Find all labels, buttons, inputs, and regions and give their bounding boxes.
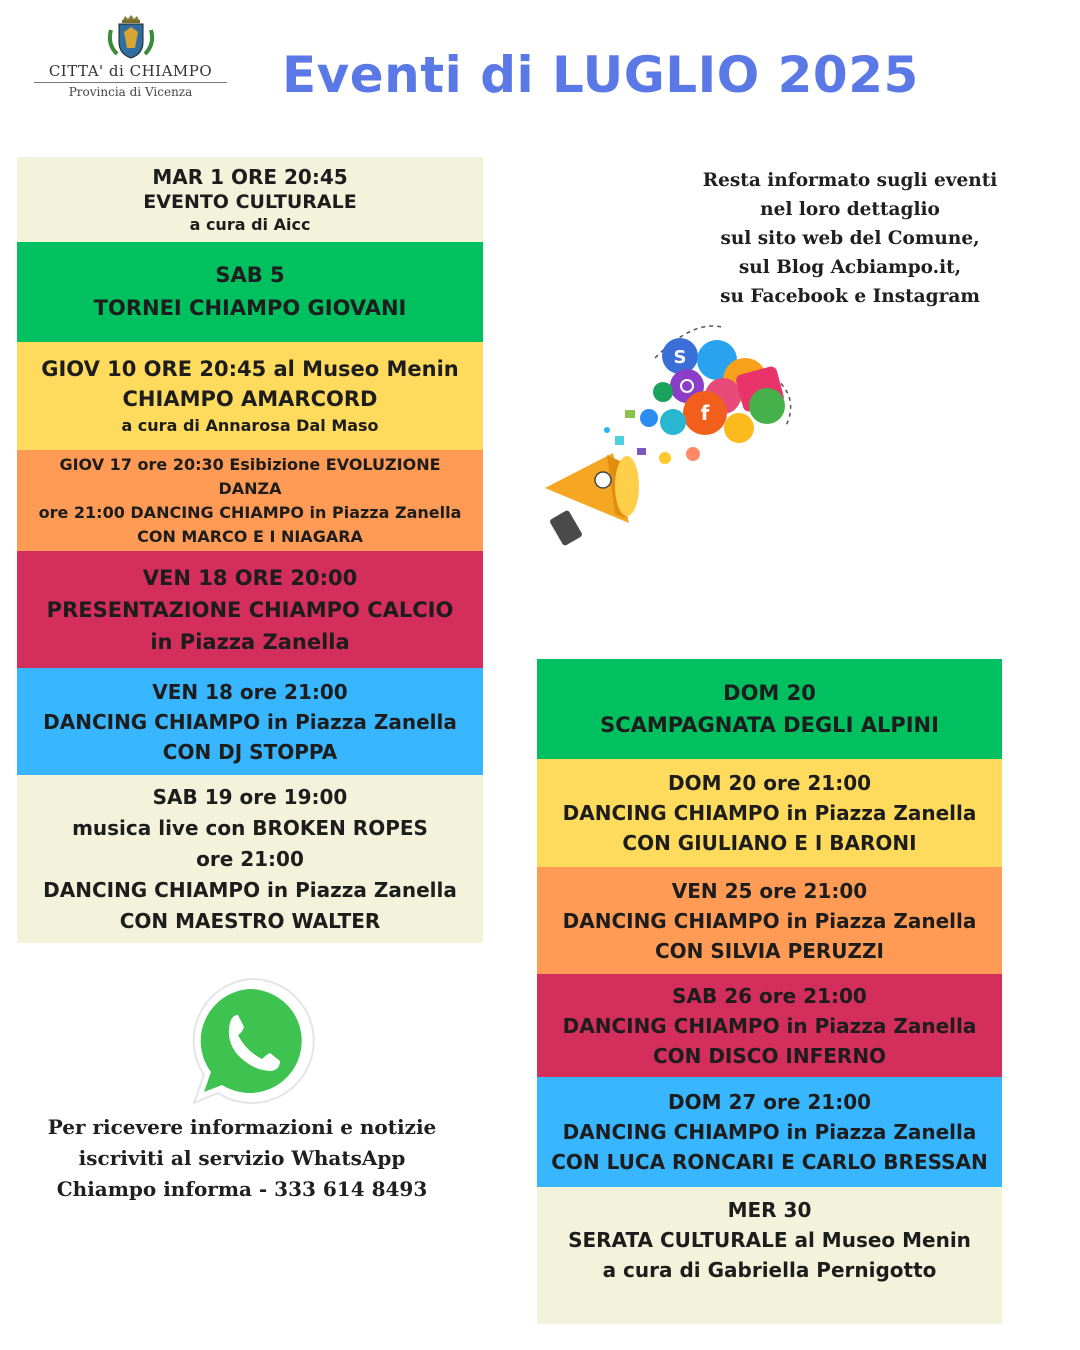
event-time: ore 21:00 <box>196 846 304 871</box>
event-date: DOM 20 ore 21:00 <box>667 771 872 795</box>
whatsapp-line: iscriviti al servizio WhatsApp <box>78 1146 406 1170</box>
event-date: DOM 27 ore 21:00 <box>667 1090 872 1114</box>
event-card <box>537 867 1002 974</box>
event-line: musica live con BROKEN ROPES <box>72 815 428 840</box>
event-organizer: a cura di Gabriella Pernigotto <box>602 1258 937 1282</box>
megaphone-social-icon <box>545 318 805 548</box>
event-date: DOM 20 <box>723 681 816 705</box>
info-line: su Facebook e Instagram <box>720 286 980 307</box>
event-card <box>17 668 483 775</box>
event-line: CON MARCO E I NIAGARA <box>137 526 363 546</box>
event-organizer: a cura di Aicc <box>189 215 311 234</box>
events-column-left <box>17 157 483 943</box>
info-line: sul sito web del Comune, <box>720 228 980 249</box>
event-line: DANZA <box>218 478 282 498</box>
svg-text:f: f <box>700 401 710 425</box>
event-card <box>17 551 483 668</box>
event-title: DANCING CHIAMPO in Piazza Zanella <box>562 1120 977 1144</box>
event-card <box>537 1187 1002 1324</box>
event-guest: CON SILVIA PERUZZI <box>655 938 884 963</box>
info-line: sul Blog Acbiampo.it, <box>738 257 962 278</box>
event-date: SAB 19 ore 19:00 <box>152 784 348 809</box>
event-date: VEN 18 ore 21:00 <box>152 679 348 704</box>
event-title: DANCING CHIAMPO in Piazza Zanella <box>562 801 977 825</box>
info-text <box>660 166 1040 311</box>
event-guest: CON DJ STOPPA <box>162 739 338 764</box>
event-card <box>17 450 483 551</box>
event-title: TORNEI CHIAMPO GIOVANI <box>93 296 407 320</box>
event-title: DANCING CHIAMPO in Piazza Zanella <box>562 908 977 933</box>
event-guest: CON DISCO INFERNO <box>652 1043 887 1068</box>
city-logo <box>28 14 233 114</box>
event-location: in Piazza Zanella <box>150 629 350 654</box>
event-card <box>17 242 483 342</box>
event-title: CHIAMPO AMARCORD <box>122 387 378 411</box>
event-card <box>537 759 1002 867</box>
event-title: PRESENTAZIONE CHIAMPO CALCIO <box>46 597 454 622</box>
event-card <box>17 157 483 242</box>
event-title: SERATA CULTURALE al Museo Menin <box>568 1228 971 1252</box>
events-column-right <box>537 659 1002 1324</box>
event-title: DANCING CHIAMPO in Piazza Zanella <box>43 877 457 902</box>
event-guest: CON GIULIANO E I BARONI <box>622 831 917 855</box>
coat-of-arms-icon <box>105 14 157 60</box>
event-date: MER 30 <box>727 1198 812 1222</box>
whatsapp-icon <box>180 975 320 1110</box>
info-line: nel loro dettaglio <box>760 199 940 220</box>
event-date: GIOV 10 ORE 20:45 al Museo Menin <box>41 357 459 381</box>
event-card <box>537 1077 1002 1187</box>
logo-divider <box>34 82 227 83</box>
whatsapp-info-text <box>20 1112 464 1205</box>
svg-text:S: S <box>673 347 687 368</box>
event-guest: CON MAESTRO WALTER <box>119 908 381 933</box>
whatsapp-line: Per ricevere informazioni e notizie <box>47 1115 437 1139</box>
whatsapp-line: Chiampo informa - 333 614 8493 <box>56 1177 428 1201</box>
event-line: GIOV 17 ore 20:30 Esibizione EVOLUZIONE <box>59 454 441 474</box>
event-card <box>537 659 1002 759</box>
event-date: SAB 26 ore 21:00 <box>672 983 867 1008</box>
event-title: DANCING CHIAMPO in Piazza Zanella <box>562 1013 977 1038</box>
page-title: Eventi di LUGLIO 2025 <box>282 46 919 104</box>
province-name: Provincia di Vicenza <box>68 85 193 99</box>
info-line: Resta informato sugli eventi <box>702 170 998 191</box>
event-date: VEN 25 ore 21:00 <box>671 878 868 903</box>
event-card <box>17 342 483 450</box>
event-title: DANCING CHIAMPO in Piazza Zanella <box>43 709 457 734</box>
event-date: MAR 1 ORE 20:45 <box>152 165 348 189</box>
event-guest: CON LUCA RONCARI E CARLO BRESSAN <box>551 1150 988 1174</box>
event-date: SAB 5 <box>215 263 285 287</box>
event-line: ore 21:00 DANCING CHIAMPO in Piazza Zanella <box>38 502 462 522</box>
event-title: SCAMPAGNATA DEGLI ALPINI <box>600 713 939 737</box>
event-title: EVENTO CULTURALE <box>143 191 357 213</box>
event-card <box>17 775 483 943</box>
city-name: CITTA' di CHIAMPO <box>48 62 213 80</box>
event-organizer: a cura di Annarosa Dal Maso <box>121 416 379 435</box>
event-date: VEN 18 ORE 20:00 <box>142 565 358 590</box>
event-card <box>537 974 1002 1077</box>
